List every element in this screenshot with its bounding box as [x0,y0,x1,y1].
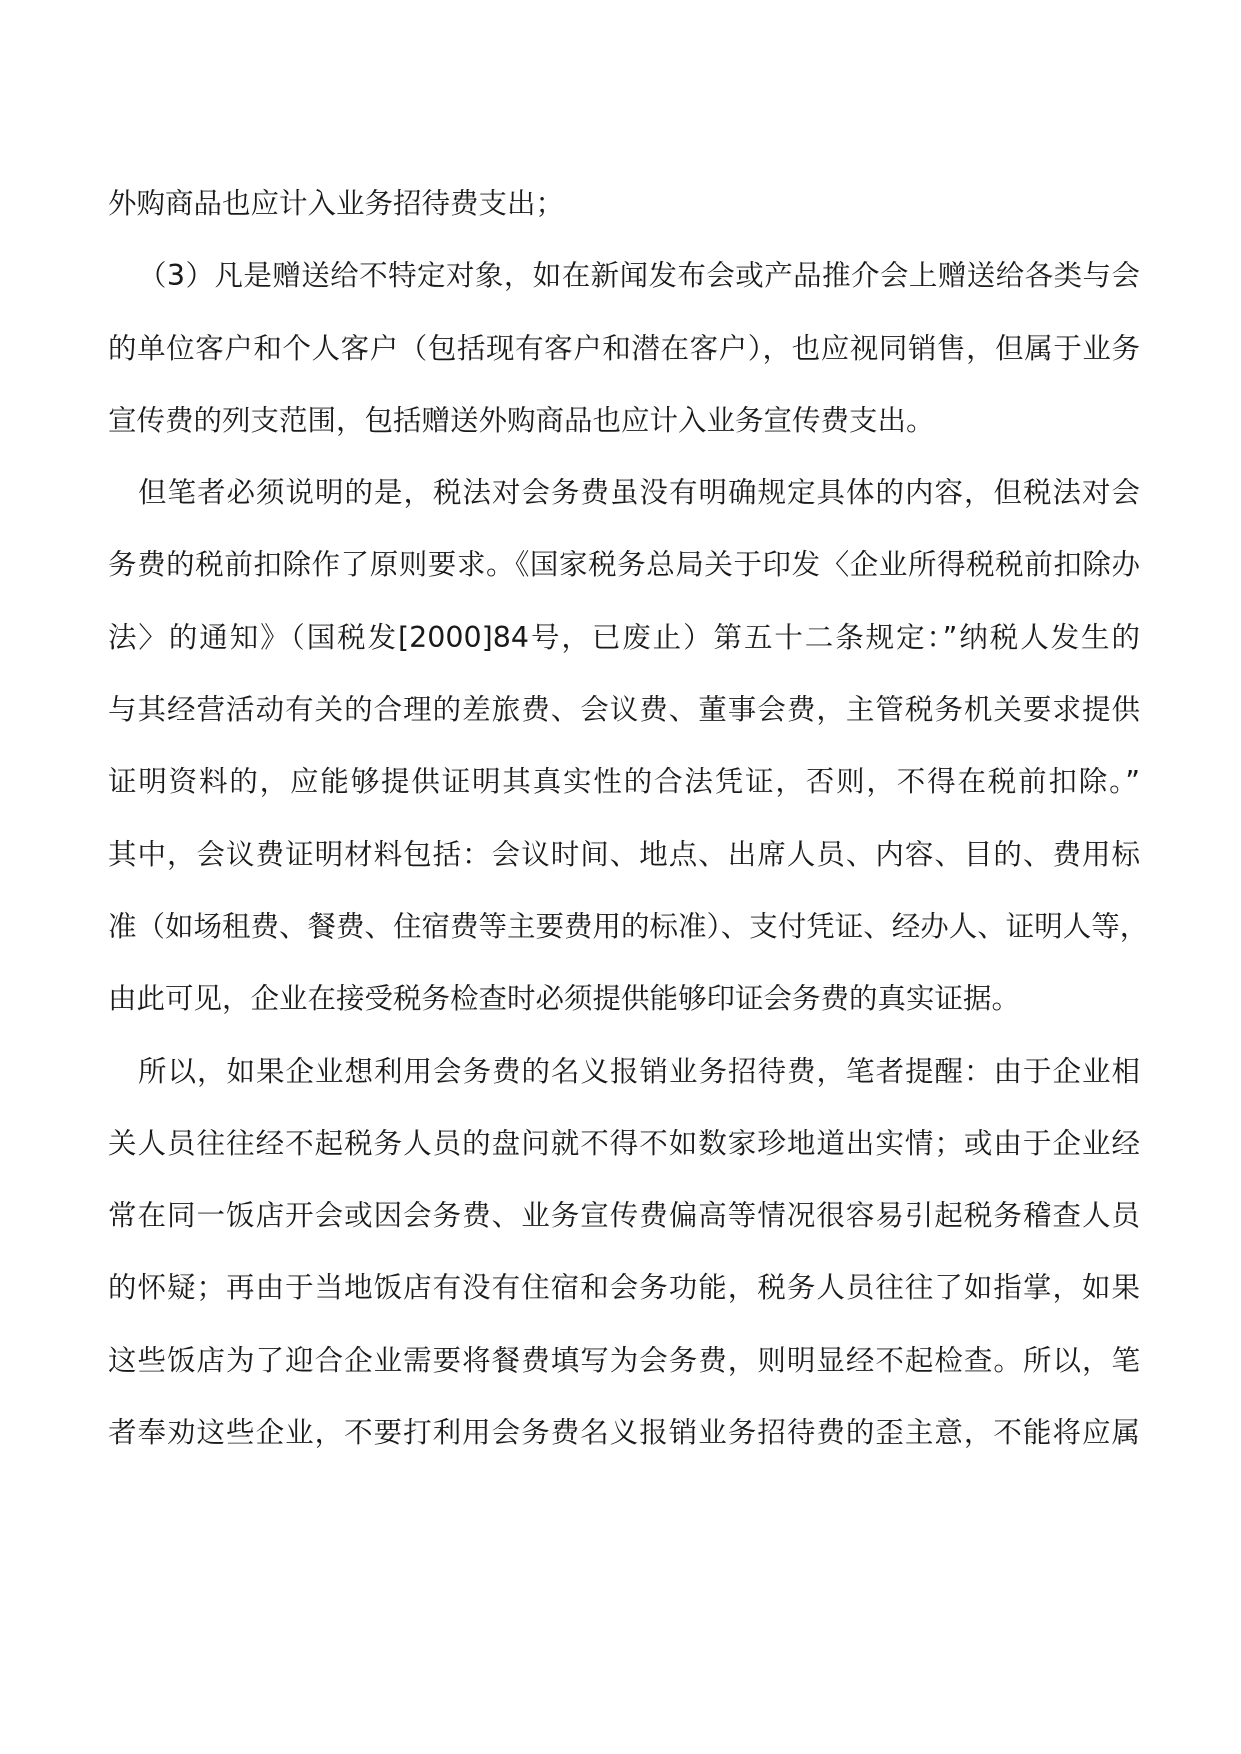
text-line: 证明资料的，应能够提供证明其真实性的合法凭证，否则，不得在税前扣除。” [108,765,1140,799]
text-line: 宣传费的列支范围，包括赠送外购商品也应计入业务宣传费支出。 [108,403,935,437]
text-line: 其中，会议费证明材料包括：会议时间、地点、出席人员、内容、目的、费用标 [108,837,1140,871]
text-line: 者奉劝这些企业，不要打利用会务费名义报销业务招待费的歪主意，不能将应属 [108,1416,1140,1450]
text-line: 关人员往往经不起税务人员的盘问就不得不如数家珍地道出实情；或由于企业经 [108,1126,1140,1160]
text-line: 准（如场租费、餐费、住宿费等主要费用的标准）、支付凭证、经办人、证明人等， [108,909,1149,943]
text-line: （3）凡是赠送给不特定对象，如在新闻发布会或产品推介会上赠送给各类与会 [138,259,1140,293]
document-body [108,168,1149,1469]
text-line: 的单位客户和个人客户（包括现有客户和潜在客户），也应视同销售，但属于业务 [108,331,1140,365]
text-line: 常在同一饭店开会或因会务费、业务宣传费偏高等情况很容易引起税务稽查人员 [108,1199,1140,1233]
text-line: 外购商品也应计入业务招待费支出； [108,187,565,220]
text-line: 与其经营活动有关的合理的差旅费、会议费、董事会费，主管税务机关要求提供 [108,693,1140,727]
text-line: 但笔者必须说明的是，税法对会务费虽没有明确规定具体的内容，但税法对会 [138,476,1140,510]
text-line: 法〉的通知》（国税发[2000]84号，已废止）第五十二条规定：”纳税人发生的 [108,620,1140,654]
text-line: 所以，如果企业想利用会务费的名义报销业务招待费，笔者提醒：由于企业相 [138,1054,1140,1088]
text-line: 由此可见，企业在接受税务检查时必须提供能够印证会务费的真实证据。 [108,982,1021,1016]
text-line: 务费的税前扣除作了原则要求。《国家税务总局关于印发〈企业所得税税前扣除办 [108,548,1140,582]
text-line: 这些饭店为了迎合企业需要将餐费填写为会务费，则明显经不起检查。所以，笔 [108,1343,1140,1377]
text-line: 的怀疑；再由于当地饭店有没有住宿和会务功能，税务人员往往了如指掌，如果 [108,1271,1140,1305]
